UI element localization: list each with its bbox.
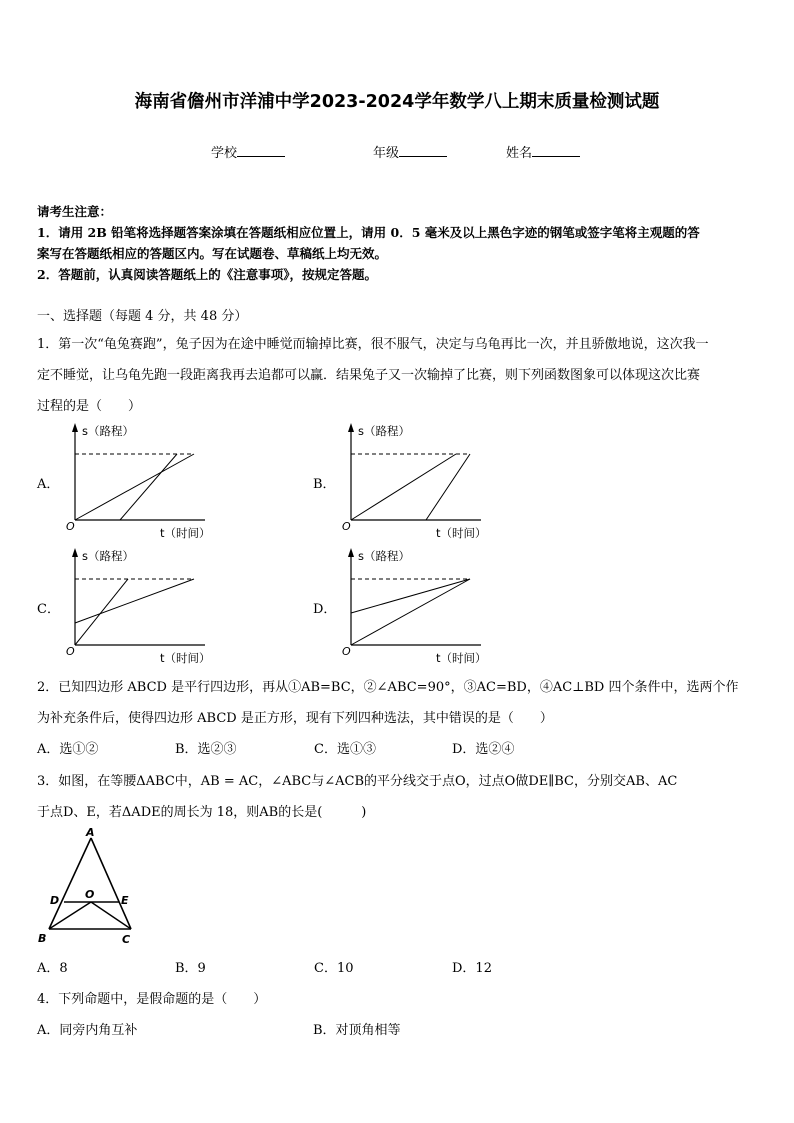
school-blank[interactable] bbox=[237, 143, 285, 157]
notice-item-1b: 案写在答题纸相应的答题区内。写在试题卷、草稿纸上均无效。 bbox=[37, 246, 388, 261]
graph-a-origin: O bbox=[66, 520, 75, 533]
q2-line-2: 为补充条件后，使得四边形 ABCD 是正方形，现有下列四种选法，其中错误的是（ ） bbox=[37, 711, 553, 726]
q1-graph-a bbox=[60, 420, 230, 545]
section-heading: 一、选择题（每题 4 分，共 48 分） bbox=[37, 309, 248, 324]
q2-option-c[interactable]: C．选①③ bbox=[314, 742, 376, 757]
graph-d-y-label: s（路程） bbox=[358, 549, 410, 563]
notice-item-2: 2．答题前，认真阅读答题纸上的《注意事项》，按规定答题。 bbox=[37, 267, 377, 282]
graph-c-y-label: s（路程） bbox=[82, 549, 134, 563]
q1-graph-d bbox=[336, 545, 506, 670]
q2-option-a[interactable]: A．选①② bbox=[37, 742, 99, 757]
graph-a-y-label: s（路程） bbox=[82, 424, 134, 438]
q3-line-2: 于点D、E，若ΔADE的周长为 18，则AB的长是( ) bbox=[37, 805, 367, 820]
q1-option-b-label[interactable]: B． bbox=[313, 477, 336, 492]
name-label: 姓名 bbox=[506, 146, 533, 161]
q3-option-a[interactable]: A．8 bbox=[37, 961, 68, 976]
label-a: A bbox=[86, 826, 95, 839]
grade-blank[interactable] bbox=[399, 143, 447, 157]
q1-option-c-label[interactable]: C． bbox=[37, 602, 60, 617]
graph-b-y-label: s（路程） bbox=[358, 424, 410, 438]
q1-line-3: 过程的是（ ） bbox=[37, 399, 142, 414]
graph-a-x-label: t（时间） bbox=[160, 526, 211, 540]
q3-option-b[interactable]: B．9 bbox=[175, 961, 206, 976]
page-title: 海南省儋州市洋浦中学2023-2024学年数学八上期末质量检测试题 bbox=[134, 92, 660, 112]
q1-graph-c bbox=[60, 545, 230, 670]
label-c: C bbox=[122, 933, 131, 946]
graph-c-x-label: t（时间） bbox=[160, 651, 211, 665]
grade-label: 年级 bbox=[373, 146, 400, 161]
graph-d-x-label: t（时间） bbox=[436, 651, 487, 665]
q2-option-d[interactable]: D．选②④ bbox=[452, 742, 515, 757]
notice-item-1a: 1．请用 2B 铅笔将选择题答案涂填在答题纸相应位置上，请用 0．5 毫米及以上黑色字迹的钢笔或签字笔将主观题的答 bbox=[37, 225, 700, 240]
graph-b-origin: O bbox=[342, 520, 351, 533]
name-blank[interactable] bbox=[532, 143, 580, 157]
q1-graph-b bbox=[336, 420, 506, 545]
q2-option-b[interactable]: B．选②③ bbox=[175, 742, 237, 757]
q2-line-1: 2．已知四边形 ABCD 是平行四边形，再从①AB=BC，②∠ABC=90°，③AC=BD，④AC⊥BD 四个条件中，选两个作 bbox=[37, 680, 739, 695]
name-field[interactable] bbox=[506, 142, 580, 161]
grade-field[interactable] bbox=[373, 142, 447, 161]
q3-line-1: 3．如图，在等腰ΔABC中，AB = AC，∠ABC与∠ACB的平分线交于点O，过点O做DE∥BC，分别交AB、AC bbox=[37, 774, 678, 789]
graph-b-x-label: t（时间） bbox=[436, 526, 487, 540]
graph-c-origin: O bbox=[66, 645, 75, 658]
q1-line-2: 定不睡觉，让乌龟先跑一段距离我再去追都可以赢．结果兔子又一次输掉了比赛，则下列函数图象可以体现这次比赛 bbox=[37, 368, 701, 383]
label-d: D bbox=[50, 894, 60, 907]
label-e: E bbox=[121, 894, 129, 907]
q3-option-c[interactable]: C．10 bbox=[314, 961, 354, 976]
q1-option-d-label[interactable]: D． bbox=[313, 602, 337, 617]
q4-line: 4．下列命题中，是假命题的是（ ） bbox=[37, 992, 267, 1007]
q3-option-d[interactable]: D．12 bbox=[452, 961, 492, 976]
q1-line-1: 1．第一次“龟兔赛跑”，兔子因为在途中睡觉而输掉比赛，很不服气，决定与乌龟再比一次，并且骄傲地说，这次我一 bbox=[37, 337, 709, 352]
school-field[interactable] bbox=[211, 142, 285, 161]
notice-heading: 请考生注意： bbox=[37, 204, 113, 219]
label-b: B bbox=[38, 932, 47, 945]
q3-triangle-figure bbox=[34, 826, 144, 948]
q4-option-a[interactable]: A．同旁内角互补 bbox=[37, 1023, 138, 1038]
q4-option-b[interactable]: B．对顶角相等 bbox=[313, 1023, 401, 1038]
q1-option-a-label[interactable]: A． bbox=[37, 477, 60, 492]
school-label: 学校 bbox=[211, 146, 238, 161]
graph-d-origin: O bbox=[342, 645, 351, 658]
label-o: O bbox=[85, 888, 95, 901]
